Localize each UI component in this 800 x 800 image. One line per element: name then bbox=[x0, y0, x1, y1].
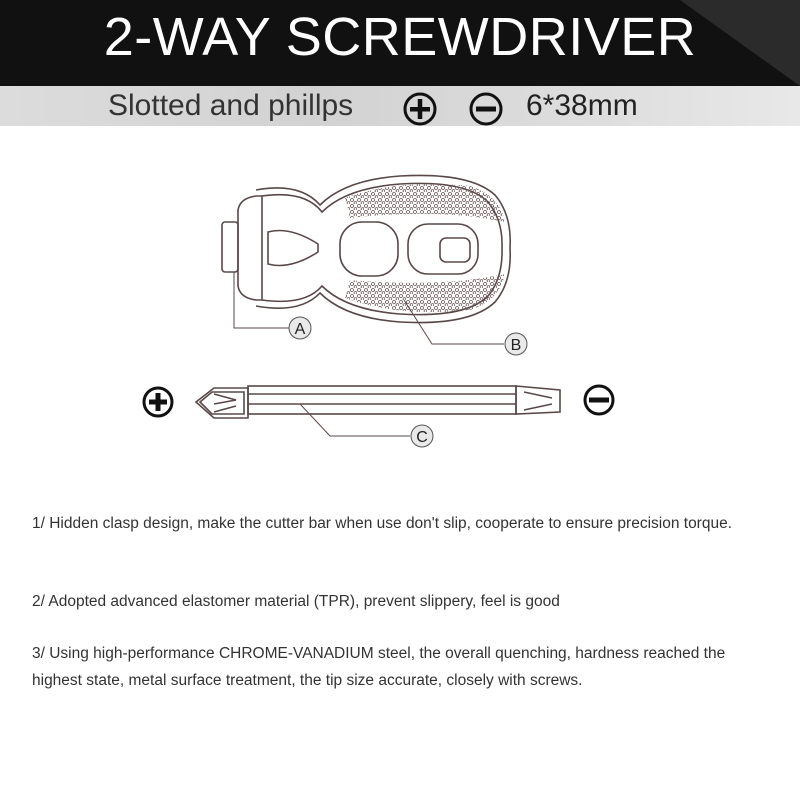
label-b: B bbox=[510, 337, 522, 354]
label-b-marker bbox=[505, 333, 527, 355]
feature-2: 2/ Adopted advanced elastomer material (TPR), prevent slippery, feel is good bbox=[32, 593, 560, 610]
slotted-tip-icon bbox=[585, 386, 613, 414]
feature-1: 1/ Hidden clasp design, make the cutter bar when use don't slip, cooperate to ensure precision torque. bbox=[32, 515, 733, 532]
slotted-minus-icon bbox=[468, 91, 504, 127]
label-c-marker bbox=[411, 425, 433, 447]
screwdriver-diagram bbox=[0, 126, 800, 466]
page-title: 2-WAY SCREWDRIVER bbox=[103, 7, 697, 67]
feature-3: 3/ Using high-performance CHROME-VANADIUM steel, the overall quenching, hardness reached the highest state, metal surface treatment, the tip size accurate, closely with screws. bbox=[32, 645, 726, 689]
label-c: C bbox=[416, 429, 428, 446]
label-a: A bbox=[294, 321, 306, 338]
subtitle-text: Slotted and phillps bbox=[108, 89, 354, 122]
label-a-marker bbox=[289, 317, 311, 339]
phillips-tip-icon bbox=[144, 388, 172, 416]
phillips-plus-icon bbox=[402, 91, 438, 127]
size-spec: 6*38mm bbox=[526, 89, 638, 122]
shaft-drawing bbox=[196, 386, 560, 418]
